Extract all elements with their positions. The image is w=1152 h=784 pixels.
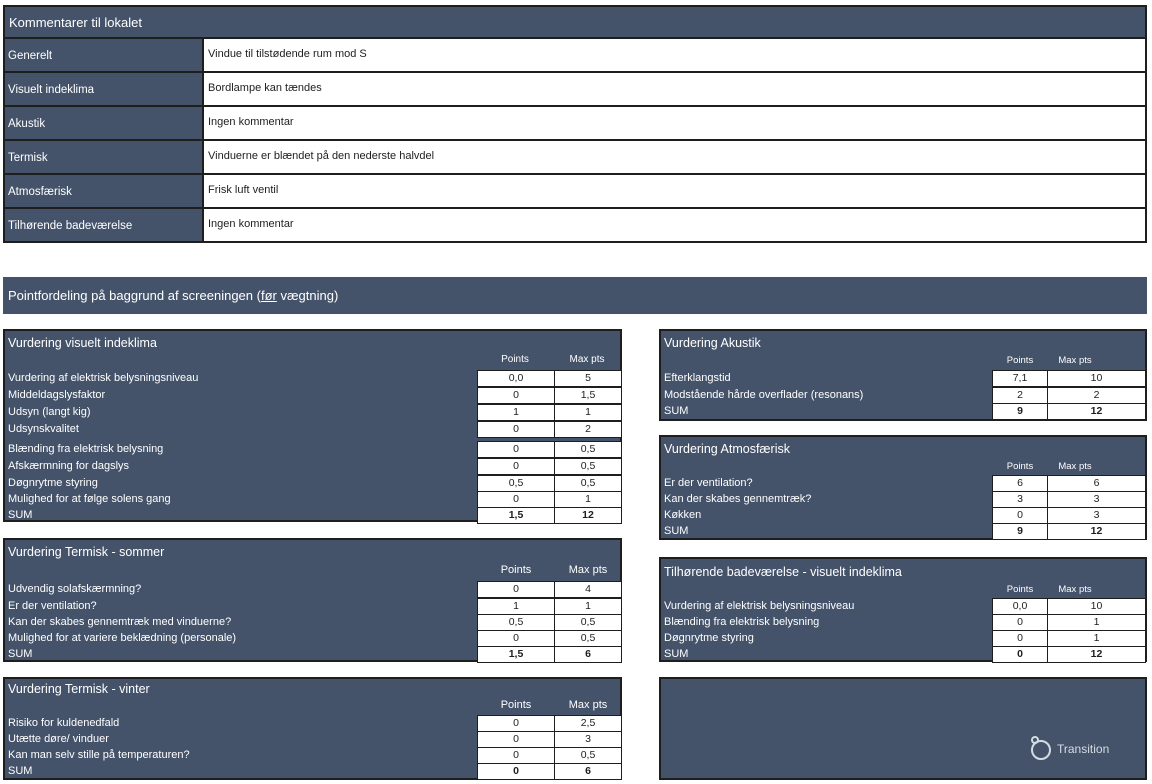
- comment-value[interactable]: Ingen kommentar: [202, 107, 1145, 139]
- panel-termisk-vinter: [3, 677, 622, 780]
- score-row: [661, 614, 1145, 631]
- points-cell[interactable]: 0: [477, 441, 555, 458]
- score-row: [661, 507, 1145, 524]
- row-label: Udvendig solafskærmning?: [8, 583, 142, 595]
- row-label: Køkken: [664, 509, 702, 521]
- column-header-points: Points: [500, 564, 532, 576]
- panel-termisk-sommer: [3, 538, 622, 662]
- points-cell[interactable]: 0: [477, 747, 555, 764]
- row-label: Mulighed for at variere beklædning (personale): [8, 632, 237, 644]
- score-row: [5, 475, 620, 492]
- sum-row: [5, 646, 620, 663]
- logo-panel: [659, 677, 1147, 780]
- points-cell[interactable]: 0: [992, 507, 1048, 524]
- comments-title: Kommentarer til lokalet: [9, 15, 142, 30]
- max-cell: 1: [554, 491, 622, 508]
- comment-label: Termisk: [5, 141, 202, 173]
- score-row: [5, 581, 620, 598]
- sum-row: [5, 507, 620, 524]
- max-cell: 6: [1047, 475, 1146, 492]
- comment-row-akustik: [3, 107, 1147, 141]
- column-header-max: Max pts: [568, 699, 608, 711]
- max-cell: 1: [1047, 614, 1146, 631]
- points-cell[interactable]: 0: [477, 387, 555, 404]
- max-cell: 1: [554, 404, 622, 421]
- score-row: [5, 747, 620, 764]
- max-sum-cell: 12: [1047, 646, 1146, 663]
- row-label: Blænding fra elektrisk belysning: [8, 443, 164, 455]
- column-header-max: Max pts: [569, 354, 605, 365]
- points-cell[interactable]: 0: [477, 421, 555, 438]
- panel-title: Vurdering Termisk - vinter: [8, 682, 150, 696]
- max-sum-cell: 6: [554, 646, 622, 663]
- max-sum-cell: 12: [554, 507, 622, 524]
- score-row: [5, 421, 620, 438]
- row-label: Efterklangstid: [664, 372, 731, 384]
- score-row: [5, 458, 620, 475]
- points-cell[interactable]: 0: [477, 458, 555, 475]
- row-label: Kan man selv stille på temperaturen?: [8, 749, 190, 761]
- panel-title: Vurdering Atmosfærisk: [664, 442, 790, 456]
- comment-label: Visuelt indeklima: [5, 73, 202, 105]
- max-cell: 1,5: [554, 387, 622, 404]
- comment-value[interactable]: Ingen kommentar: [202, 209, 1145, 241]
- score-row: [5, 491, 620, 508]
- points-sum-cell: 9: [992, 523, 1048, 540]
- row-label: Mulighed for at følge solens gang: [8, 493, 171, 505]
- comment-value[interactable]: Bordlampe kan tændes: [202, 73, 1145, 105]
- max-sum-cell: 12: [1047, 403, 1146, 420]
- points-sum-cell: 0: [992, 646, 1048, 663]
- row-label: Kan der skabes gennemtræk?: [664, 493, 812, 505]
- score-row: [661, 491, 1145, 508]
- points-cell[interactable]: 7,1: [992, 370, 1048, 387]
- panel-akustik: [659, 329, 1147, 421]
- points-cell[interactable]: 0: [477, 491, 555, 508]
- points-header: [3, 277, 1147, 314]
- comment-value[interactable]: Vinduerne er blændet på den nederste halvdel: [202, 141, 1145, 173]
- comment-value[interactable]: Vindue til tilstødende rum mod S: [202, 39, 1145, 71]
- score-row: [661, 598, 1145, 615]
- column-header-points: Points: [500, 699, 532, 711]
- score-row: [5, 404, 620, 421]
- score-row: [5, 715, 620, 732]
- max-cell: 1: [554, 598, 622, 615]
- max-cell: 0,5: [554, 747, 622, 764]
- points-cell[interactable]: 0,0: [477, 370, 555, 387]
- max-cell: 0,5: [554, 441, 622, 458]
- panel-title: Tilhørende badeværelse - visuelt indeklima: [664, 565, 902, 579]
- comment-label: Generelt: [5, 39, 202, 71]
- column-header-max: Max pts: [1058, 355, 1092, 366]
- max-cell: 2: [1047, 387, 1146, 404]
- panel-title: Vurdering Termisk - sommer: [8, 545, 165, 559]
- panel-badevaerelse: [659, 557, 1147, 662]
- points-cell[interactable]: 0,5: [477, 475, 555, 492]
- row-label: Udsynskvalitet: [8, 423, 79, 435]
- points-cell[interactable]: 1: [477, 598, 555, 615]
- sum-row: [661, 646, 1145, 663]
- score-row: [5, 598, 620, 615]
- sum-row: [661, 523, 1145, 540]
- points-cell[interactable]: 0: [477, 731, 555, 748]
- row-label: SUM: [8, 765, 33, 777]
- column-header-max: Max pts: [1058, 584, 1092, 595]
- comments-header: [3, 5, 1147, 39]
- points-sum-cell: 0: [477, 763, 555, 780]
- sum-row: [661, 403, 1145, 420]
- row-label: Afskærmning for dagslys: [8, 460, 130, 472]
- points-sum-cell: 1,5: [477, 646, 555, 663]
- comment-row-generelt: [3, 39, 1147, 73]
- transition-logo-icon: [1029, 736, 1053, 762]
- points-cell[interactable]: 0,5: [477, 614, 555, 631]
- points-cell[interactable]: 0,0: [992, 598, 1048, 615]
- max-cell: 10: [1047, 598, 1146, 615]
- row-label: Vurdering af elektrisk belysningsniveau: [8, 372, 199, 384]
- row-label: Modstående hårde overflader (resonans): [664, 389, 864, 401]
- comment-value[interactable]: Frisk luft ventil: [202, 175, 1145, 207]
- column-header-max: Max pts: [568, 564, 608, 576]
- column-header-points: Points: [1006, 355, 1034, 366]
- comment-label: Atmosfærisk: [5, 175, 202, 207]
- max-cell: 0,5: [554, 458, 622, 475]
- comment-row-badevaerelse: [3, 209, 1147, 243]
- score-row: [661, 630, 1145, 647]
- max-cell: 3: [1047, 491, 1146, 508]
- points-cell[interactable]: 0: [477, 581, 555, 598]
- points-title-pre: Pointfordeling på baggrund af screeningen (: [8, 288, 261, 303]
- max-cell: 3: [554, 731, 622, 748]
- row-label: Er der ventilation?: [664, 477, 753, 489]
- score-row: [5, 731, 620, 748]
- column-header-points: Points: [1006, 461, 1034, 472]
- comment-row-atmosfaerisk: [3, 175, 1147, 209]
- score-row: [5, 387, 620, 404]
- max-cell: 4: [554, 581, 622, 598]
- panel-atmosfaerisk: [659, 435, 1147, 540]
- points-cell[interactable]: 1: [477, 404, 555, 421]
- score-row: [5, 370, 620, 387]
- row-label: SUM: [8, 509, 33, 521]
- max-cell: 0,5: [554, 475, 622, 492]
- score-row: [661, 475, 1145, 492]
- row-label: SUM: [664, 648, 689, 660]
- comment-row-visuelt: [3, 73, 1147, 107]
- column-header-max: Max pts: [1058, 461, 1092, 472]
- points-cell[interactable]: 0: [477, 630, 555, 647]
- row-label: Blænding fra elektrisk belysning: [664, 616, 820, 628]
- panel-title: Vurdering visuelt indeklima: [8, 336, 157, 350]
- row-label: SUM: [664, 405, 689, 417]
- row-label: SUM: [664, 525, 689, 537]
- score-row: [5, 441, 620, 458]
- score-row: [661, 387, 1145, 404]
- score-row: [5, 630, 620, 647]
- points-cell[interactable]: 2: [992, 387, 1048, 404]
- points-sum-cell: 9: [992, 403, 1048, 420]
- max-cell: 2,5: [554, 715, 622, 732]
- row-label: Døgnrytme styring: [664, 632, 754, 644]
- points-cell[interactable]: 3: [992, 491, 1048, 508]
- comment-row-termisk: [3, 141, 1147, 175]
- logo-text: Transition: [1057, 742, 1110, 756]
- panel-visuelt-indeklima: [3, 329, 622, 522]
- comment-label: Tilhørende badeværelse: [5, 209, 202, 241]
- max-cell: 1: [1047, 630, 1146, 647]
- column-header-points: Points: [501, 354, 529, 365]
- max-cell: 0,5: [554, 614, 622, 631]
- max-cell: 10: [1047, 370, 1146, 387]
- max-cell: 5: [554, 370, 622, 387]
- panel-title: Vurdering Akustik: [664, 336, 761, 350]
- row-label: SUM: [8, 648, 33, 660]
- row-label: Middeldagslysfaktor: [8, 389, 106, 401]
- row-label: Er der ventilation?: [8, 600, 97, 612]
- max-sum-cell: 6: [554, 763, 622, 780]
- points-sum-cell: 1,5: [477, 507, 555, 524]
- row-label: Døgnrytme styring: [8, 477, 98, 489]
- row-label: Kan der skabes gennemtræk med vinduerne?: [8, 616, 232, 628]
- points-title-post: vægtning): [276, 288, 339, 303]
- row-label: Vurdering af elektrisk belysningsniveau: [664, 600, 855, 612]
- points-cell[interactable]: 0: [477, 715, 555, 732]
- comment-label: Akustik: [5, 107, 202, 139]
- score-row: [661, 370, 1145, 387]
- max-cell: 0,5: [554, 630, 622, 647]
- row-label: Utætte døre/ vinduer: [8, 733, 109, 745]
- score-row: [5, 614, 620, 631]
- points-cell[interactable]: 0: [992, 630, 1048, 647]
- row-label: Risiko for kuldenedfald: [8, 717, 120, 729]
- points-cell[interactable]: 0: [992, 614, 1048, 631]
- sum-row: [5, 763, 620, 780]
- transition-logo: [1029, 736, 1109, 762]
- points-title-underline: før: [260, 288, 277, 303]
- row-label: Udsyn (langt kig): [8, 406, 91, 418]
- max-cell: 2: [554, 421, 622, 438]
- max-cell: 3: [1047, 507, 1146, 524]
- max-sum-cell: 12: [1047, 523, 1146, 540]
- points-cell[interactable]: 6: [992, 475, 1048, 492]
- column-header-points: Points: [1006, 584, 1034, 595]
